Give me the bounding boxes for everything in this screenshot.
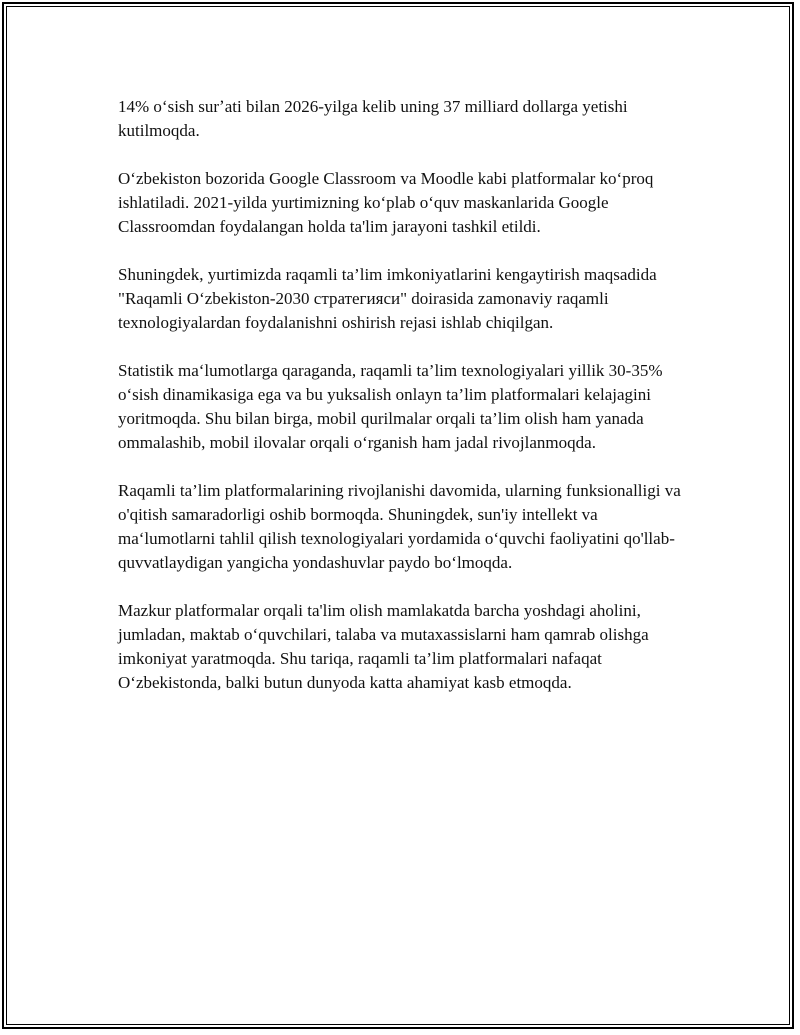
paragraph-statistics: Statistik maʻlumotlarga qaraganda, raqamli ta’lim texnologiyalari yillik 30-35% oʻsish dinamikasiga ega va bu yuksalish onlayn ta’lim platformalari kelajagini yoritmoqda. Shu bilan birga, mobil qurilmalar orqali ta’lim olish ham yanada ommalashib, mobil ilovalar orqali oʻrganish ham jadal rivojlanmoqda. — [118, 361, 663, 452]
paragraph-digital-strategy: Shuningdek, yurtimizda raqamli ta’lim imkoniyatlarini kengaytirish maqsadida "Raqamli Oʻzbekiston-2030 стратегияси" doirasida zamonaviy raqamli texnologiyalardan foydalanishni oshirish rejasi ishlab chiqilgan. — [118, 265, 657, 332]
document-body — [118, 95, 698, 719]
paragraph-uzbekistan-platforms: Oʻzbekiston bozorida Google Classroom va Moodle kabi platformalar koʻproq ishlatiladi. 2021-yilda yurtimizning koʻplab oʻquv maskanlarida Google Classroomdan foydalangan holda ta'lim jarayoni tashkil etildi. — [118, 169, 654, 236]
paragraph-conclusion: Mazkur platformalar orqali ta'lim olish mamlakatda barcha yoshdagi aholini, jumladan, maktab oʻquvchilari, talaba va mutaxassislarni ham qamrab olishga imkoniyat yaratmoqda. Shu tariqa, raqamli ta’lim platformalari nafaqat Oʻzbekistonda, balki butun dunyoda katta ahamiyat kasb etmoqda. — [118, 601, 649, 692]
paragraph-growth-forecast: 14% oʻsish surʼati bilan 2026-yilga kelib uning 37 milliard dollarga yetishi kutilmoqda. — [118, 97, 628, 140]
paragraph-platform-development: Raqamli ta’lim platformalarining rivojlanishi davomida, ularning funksionalligi va o'qitish samaradorligi oshib bormoqda. Shuningdek, sun'iy intellekt va maʻlumotlarni tahlil qilish texnologiyalari yordamida oʻquvchi faoliyatini qo'llab-quvvatlaydigan yangicha yondashuvlar paydo boʻlmoqda. — [118, 481, 681, 572]
